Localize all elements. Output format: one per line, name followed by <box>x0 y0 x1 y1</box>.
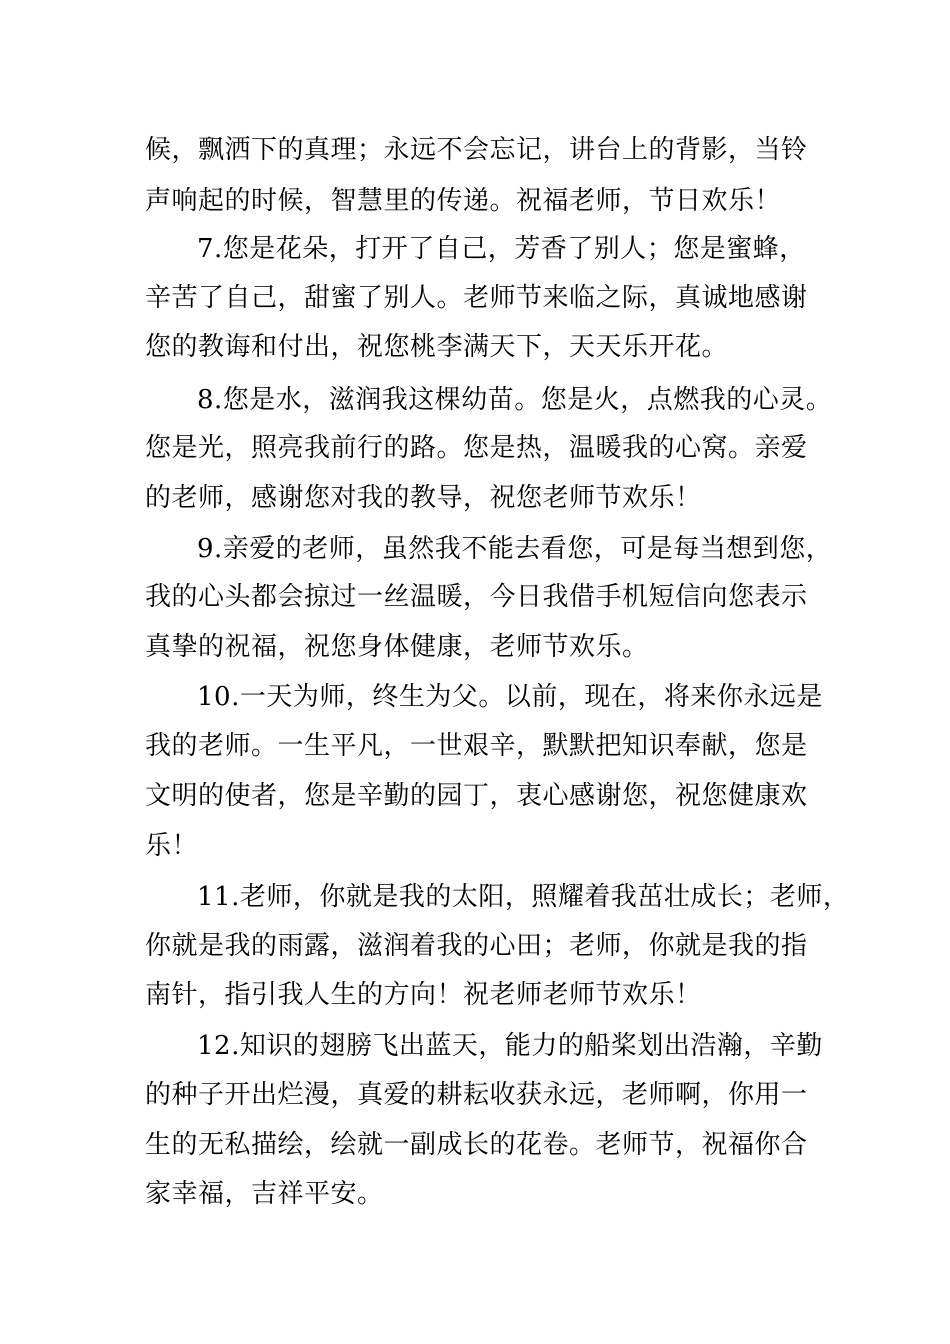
text-line: 真挚的祝福，祝您身体健康，老师节欢乐。 <box>145 632 649 662</box>
text-line: 的种子开出烂漫，真爱的耕耘收获永远，老师啊，你用一 <box>145 1080 808 1110</box>
text-line: 你就是我的雨露，滋润着我的心田；老师，你就是我的指 <box>145 931 808 961</box>
paragraph-12-first-line: 12.知识的翅膀飞出蓝天，能力的船桨划出浩瀚，辛勤 <box>197 1031 823 1061</box>
text-line: 您的教诲和付出，祝您桃李满天下，天天乐开花。 <box>145 332 729 362</box>
text-line: 的老师，感谢您对我的教导，祝您老师节欢乐！ <box>145 483 702 513</box>
text-line: 生的无私描绘，绘就一副成长的花卷。老师节，祝福你合 <box>145 1130 808 1160</box>
text-line: 辛苦了自己，甜蜜了别人。老师节来临之际，真诚地感谢 <box>145 283 808 313</box>
text-line: 您是光，照亮我前行的路。您是热，温暖我的心窝。亲爱 <box>145 433 808 463</box>
paragraph-9-first-line: 9.亲爱的老师，虽然我不能去看您，可是每当想到您， <box>197 534 833 564</box>
text-line: 我的心头都会掠过一丝温暖，今日我借手机短信向您表示 <box>145 582 808 612</box>
paragraph-7-first-line: 7.您是花朵，打开了自己，芳香了别人；您是蜜蜂， <box>197 234 806 264</box>
text-line: 声响起的时候，智慧里的传递。祝福老师，节日欢乐！ <box>145 186 782 216</box>
text-line: 家幸福，吉祥平安。 <box>145 1179 384 1209</box>
paragraph-8-first-line: 8.您是水，滋润我这棵幼苗。您是火，点燃我的心灵。 <box>197 385 833 415</box>
paragraph-10-first-line: 10.一天为师，终生为父。以前，现在，将来你永远是 <box>197 682 823 712</box>
text-line: 文明的使者，您是辛勤的园丁，衷心感谢您，祝您健康欢 <box>145 781 808 811</box>
text-line: 乐！ <box>145 831 199 861</box>
text-line: 候，飘洒下的真理；永远不会忘记，讲台上的背影，当铃 <box>145 135 808 165</box>
paragraph-11-first-line: 11.老师，你就是我的太阳，照耀着我茁壮成长；老师， <box>197 882 850 912</box>
text-line: 南针，指引我人生的方向！祝老师老师节欢乐！ <box>145 980 702 1010</box>
text-line: 我的老师。一生平凡，一世艰辛，默默把知识奉献，您是 <box>145 731 808 761</box>
